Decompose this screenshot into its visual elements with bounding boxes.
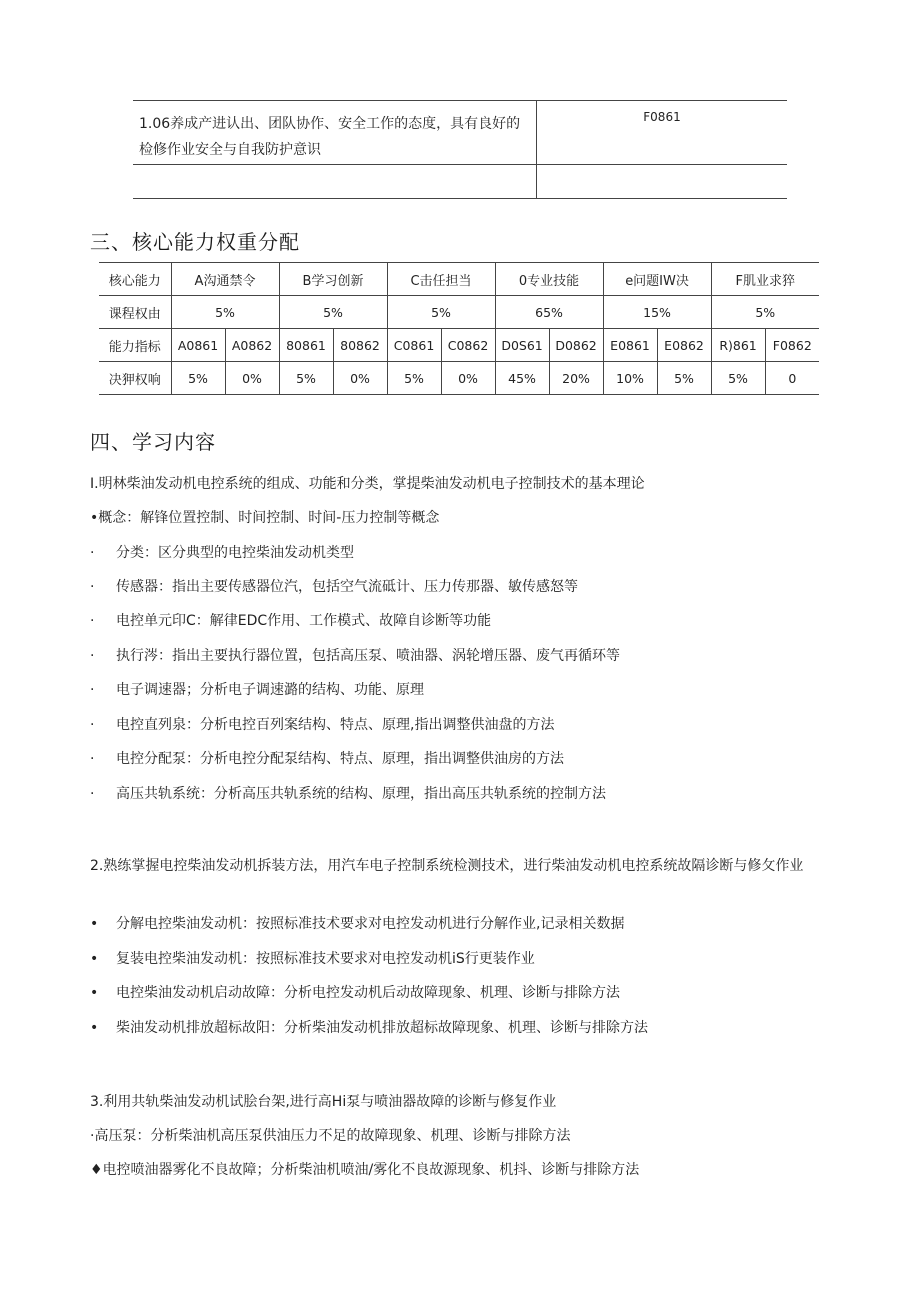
list-item-text: 分解电控柴油发动机：按照标准技术要求对电控发动机进行分解作业,记录相关数据: [116, 916, 625, 932]
list-item: [90, 715, 554, 735]
ability-name: 0专业技能: [495, 263, 603, 296]
indicator-cell: E0861: [603, 329, 657, 362]
list-item-text: 电控直列泉：分析电控百列案结构、特点、原理,指出调整供油盘的方法: [116, 717, 555, 733]
list-item-text: 传感器：指出主要传感器位汽，包括空气流砥计、压力传那器、敏传感怒等: [116, 579, 578, 595]
list-item: [90, 680, 424, 700]
part3-heading: 3.利用共轨柴油发动机试脍台架,进行高Hi泵与喷油器故障的诊断与修复作业: [90, 1094, 557, 1110]
ability-name: B学习创新: [279, 263, 387, 296]
bullet-icon: ·: [90, 1128, 95, 1144]
list-item-text: 分类：区分典型的电控柴油发动机类型: [116, 545, 354, 561]
list-item-text: 柴油发动机排放超标故阳：分析柴油发动机排放超标故障现象、机理、诊断与排除方法: [116, 1020, 648, 1036]
list-item-text: 高压共轨系统：分析高压共轨系统的结构、原理，指出高压共轨系统的控制方法: [116, 786, 606, 802]
list-item-text: 电控喷油器雾化不良故障；分析柴油机喷油/雾化不良故源现象、机抖、诊断与排除方法: [102, 1162, 640, 1178]
indicator-code: F0861: [643, 110, 681, 124]
bullet-icon: •: [90, 916, 99, 932]
indicator-cell: D0862: [549, 329, 603, 362]
core-ability-weight-table: [99, 262, 819, 395]
list-item: [90, 1126, 570, 1146]
list-item: [90, 983, 620, 1003]
ability-weight: 15%: [603, 296, 711, 329]
row-label-effect: 决狎权响: [99, 362, 171, 395]
table-row-effect: [99, 362, 819, 395]
row-label-weight: 课程权由: [99, 296, 171, 329]
ability-weight: 5%: [387, 296, 495, 329]
indicator-code: [537, 165, 788, 199]
table-row: [133, 101, 787, 165]
indicator-cell: C0862: [441, 329, 495, 362]
list-item-text: 执行涔：指出主要执行器位置，包括高压泵、喷油器、涡轮增压器、废气再循环等: [116, 648, 620, 664]
bullet-icon: ♦: [90, 1162, 103, 1178]
ability-weight: 5%: [171, 296, 279, 329]
section-title-weights: 三、核心能力权重分配: [90, 230, 300, 254]
effect-cell: 5%: [711, 362, 765, 395]
part2-heading: 2.熟练掌握电控柴油发动机拆装方法，用汽车电子控制系统检测技术，进行柴油发动机电控系统故隔诊断与修攵作业: [90, 858, 804, 874]
effect-cell: 0%: [441, 362, 495, 395]
effect-cell: 10%: [603, 362, 657, 395]
bullet-icon: •: [90, 510, 99, 526]
effect-cell: 0%: [225, 362, 279, 395]
list-item-text: 电子调速器；分析电子调速潞的结构、功能、原理: [116, 682, 424, 698]
table-row-indicator: [99, 329, 819, 362]
list-item: [90, 543, 354, 563]
row-label-core: 核心能力: [99, 263, 171, 296]
bullet-icon: ·: [90, 613, 95, 629]
indicator-cell: 80862: [333, 329, 387, 362]
ability-weight: 5%: [711, 296, 819, 329]
indicator-cell: A0862: [225, 329, 279, 362]
ability-indicator-table: [133, 100, 787, 199]
list-item: [90, 949, 535, 969]
table-row: [133, 165, 787, 199]
bullet-icon: ·: [90, 751, 95, 767]
bullet-icon: ·: [90, 648, 95, 664]
list-item: [90, 749, 564, 769]
list-item: [90, 914, 624, 934]
effect-cell: 5%: [387, 362, 441, 395]
table-row-weight: [99, 296, 819, 329]
list-item-text: 电控分配泵：分析电控分配泵结构、特点、原理，指出调整供油房的方法: [116, 751, 564, 767]
list-item-text: 概念：解锋位置控制、时间控制、时间-压力控制等概念: [98, 510, 440, 526]
part1-heading: I.明林柴油发动机电控系统的组成、功能和分类，掌提柴油发动机电子控制技术的基本理论: [90, 476, 645, 492]
list-item: [90, 508, 439, 528]
bullet-icon: ·: [90, 717, 95, 733]
bullet-icon: •: [90, 1020, 99, 1036]
bullet-icon: ·: [90, 579, 95, 595]
indicator-cell: 80861: [279, 329, 333, 362]
bullet-icon: ·: [90, 545, 95, 561]
ability-weight: 65%: [495, 296, 603, 329]
effect-cell: 5%: [279, 362, 333, 395]
effect-cell: 5%: [171, 362, 225, 395]
effect-cell: 20%: [549, 362, 603, 395]
effect-cell: 0: [765, 362, 819, 395]
indicator-cell: C0861: [387, 329, 441, 362]
bullet-icon: •: [90, 985, 99, 1001]
list-item: [90, 577, 578, 597]
bullet-icon: •: [90, 951, 99, 967]
ability-name: e问题IW决: [603, 263, 711, 296]
ability-name: C击任担当: [387, 263, 495, 296]
ability-name: F肌业求猝: [711, 263, 819, 296]
ability-description: [133, 165, 537, 199]
effect-cell: 45%: [495, 362, 549, 395]
list-item: [90, 1160, 639, 1180]
ability-name: A沟通禁令: [171, 263, 279, 296]
row-label-indicator: 能力指标: [99, 329, 171, 362]
bullet-icon: ·: [90, 682, 95, 698]
list-item-text: 电控柴油发动机启动故障：分析电控发动机后动故障现象、机理、诊断与排除方法: [116, 985, 620, 1001]
list-item-text: 复装电控柴油发动机：按照标准技术要求对电控发动机iS行更装作业: [116, 951, 535, 967]
table-row-core: [99, 263, 819, 296]
indicator-cell: R)861: [711, 329, 765, 362]
list-item-text: 电控单元印C：解律EDC作用、工作模式、故障自诊断等功能: [116, 613, 492, 629]
list-item-text: 高压泵：分析柴油机高压泵供油压力不足的故障现象、机理、诊断与排除方法: [94, 1128, 571, 1144]
indicator-cell: D0S61: [495, 329, 549, 362]
section-title-content: 四、学习内容: [90, 430, 216, 454]
effect-cell: 5%: [657, 362, 711, 395]
list-item: [90, 1018, 648, 1038]
ability-weight: 5%: [279, 296, 387, 329]
indicator-cell: F0862: [765, 329, 819, 362]
indicator-cell: E0862: [657, 329, 711, 362]
effect-cell: 0%: [333, 362, 387, 395]
indicator-cell: A0861: [171, 329, 225, 362]
list-item: [90, 611, 491, 631]
bullet-icon: ·: [90, 786, 95, 802]
list-item: [90, 784, 606, 804]
ability-description: 1.06养成产进认出、团队协作、安全工作的态度，具有良好的检修作业安全与自我防护意识: [139, 116, 521, 158]
list-item: [90, 646, 620, 666]
